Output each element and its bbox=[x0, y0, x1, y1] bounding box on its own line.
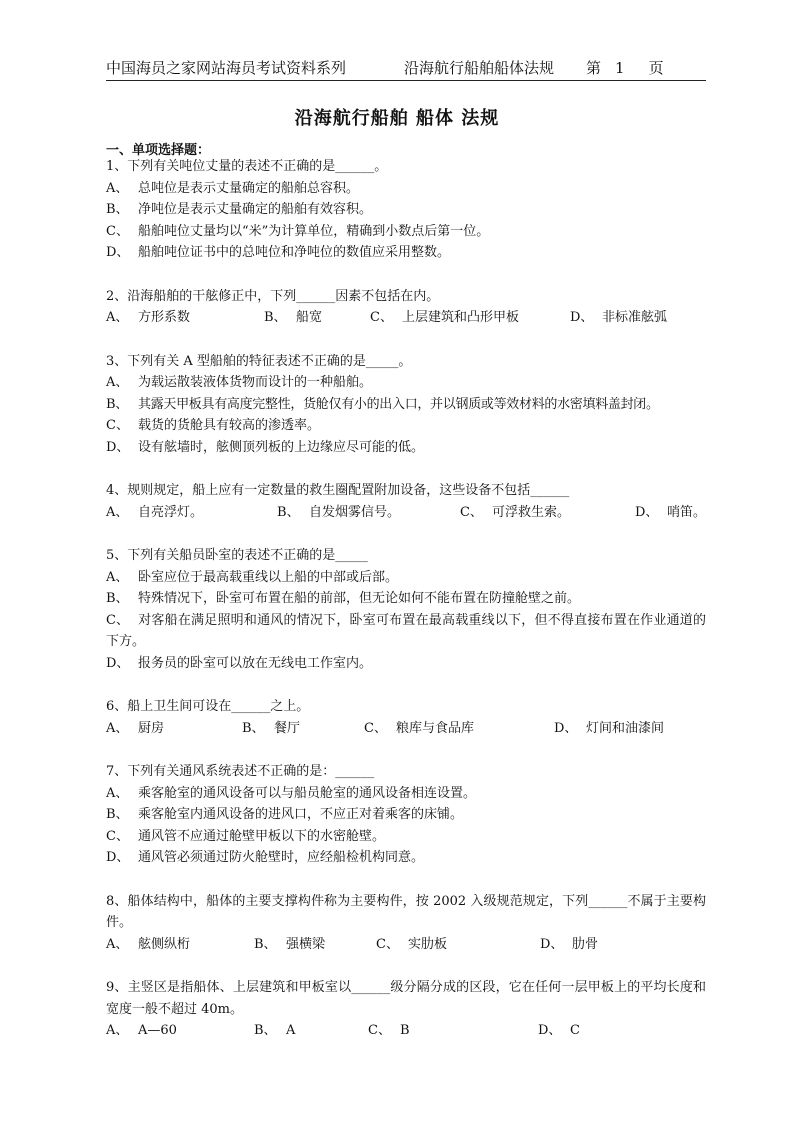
question-stem: 9、主竖区是指船体、上层建筑和甲板室以______级分隔分成的区段，它在任何一层甲板上的平均长度和宽度一般不超过 40m。 bbox=[106, 980, 706, 1017]
header-page-number: 1 bbox=[615, 59, 625, 77]
question-3 bbox=[106, 351, 706, 459]
header-document-title: 沿海航行船舶船体法规 bbox=[404, 59, 555, 77]
option-b: B、 强横梁 bbox=[254, 936, 326, 952]
header-series-title: 中国海员之家网站海员考试资料系列 bbox=[106, 59, 347, 77]
option-row bbox=[106, 502, 706, 524]
option-b: B、 A bbox=[254, 1023, 296, 1038]
question-8 bbox=[106, 891, 706, 956]
option-row bbox=[106, 1020, 706, 1042]
option-d: D、 报务员的卧室可以放在无线电工作室内。 bbox=[106, 655, 373, 671]
question-7 bbox=[106, 761, 706, 869]
option-c: C、 载货的货舱具有较高的渗透率。 bbox=[106, 418, 321, 433]
section-heading: 一、单项选择题： bbox=[106, 143, 211, 158]
question-9 bbox=[106, 977, 706, 1042]
option-a: A、 厨房 bbox=[106, 720, 165, 736]
question-stem: 4、规则规定，船上应有一定数量的救生圈配置附加设备，这些设备不包括______ bbox=[106, 483, 570, 498]
option-a: A、 自亮浮灯。 bbox=[106, 504, 204, 520]
option-row bbox=[106, 718, 706, 740]
option-a: A、 舷侧纵桁 bbox=[106, 936, 191, 952]
option-d: D、 非标准舷弧 bbox=[570, 310, 668, 325]
option-c: C、 实肋板 bbox=[376, 936, 448, 952]
question-stem: 8、船体结构中，船体的主要支撑构件称为主要构件，按 2002 入级规范规定，下列______不属于主要构件。 bbox=[106, 893, 706, 930]
option-b: B、 特殊情况下，卧室可布置在船的前部，但无论如何不能布置在防撞舱壁之前。 bbox=[106, 591, 581, 606]
question-stem: 7、下列有关通风系统表述不正确的是：______ bbox=[106, 764, 375, 779]
page-header bbox=[106, 56, 706, 81]
option-row bbox=[106, 934, 706, 956]
option-c: C、 可浮救生索。 bbox=[459, 504, 570, 520]
option-d: D、 肋骨 bbox=[540, 936, 599, 952]
option-d: D、 C bbox=[538, 1023, 580, 1038]
option-row bbox=[106, 307, 706, 329]
option-a: A、 方形系数 bbox=[106, 310, 191, 325]
option-a: A、 为载运散装液体货物而设计的一种船舶。 bbox=[106, 375, 373, 390]
question-1 bbox=[106, 156, 706, 264]
option-b: B、 其露天甲板具有高度完整性，货舱仅有小的出入口，并以钢质或等效材料的水密填料盖封闭。 bbox=[106, 396, 659, 412]
option-d: D、 设有舷墙时，舷侧顶列板的上边缘应尽可能的低。 bbox=[106, 439, 425, 455]
question-stem: 2、沿海船舶的干舷修正中，下列______因素不包括在内。 bbox=[106, 288, 440, 304]
option-a: A、 A—60 bbox=[106, 1023, 177, 1038]
option-c: C、 粮库与食品库 bbox=[364, 720, 475, 736]
header-page-prefix: 第 bbox=[586, 59, 602, 77]
option-d: D、 船舶吨位证书中的总吨位和净吨位的数值应采用整数。 bbox=[106, 245, 451, 260]
header-page-suffix: 页 bbox=[648, 59, 664, 77]
option-c: C、 通风管不应通过舱壁甲板以下的水密舱壁。 bbox=[106, 828, 386, 844]
question-stem: 5、下列有关船员卧室的表述不正确的是_____ bbox=[106, 548, 368, 563]
option-d: D、 灯间和油漆间 bbox=[554, 720, 665, 736]
option-c: C、 船舶吨位丈量均以“米”为计算单位，精确到小数点后第一位。 bbox=[106, 223, 490, 239]
question-stem: 1、下列有关吨位丈量的表述不正确的是______。 bbox=[106, 159, 388, 174]
question-4 bbox=[106, 480, 706, 523]
option-a: A、 乘客舱室的通风设备可以与船员舱室的通风设备相连设置。 bbox=[106, 785, 477, 801]
option-b: B、 船宽 bbox=[264, 310, 323, 325]
option-c: C、 B bbox=[368, 1023, 410, 1038]
question-6 bbox=[106, 696, 706, 739]
option-c: C、 上层建筑和凸形甲板 bbox=[370, 310, 520, 325]
question-stem: 3、下列有关 A 型船舶的特征表述不正确的是_____。 bbox=[106, 353, 412, 369]
question-stem: 6、船上卫生间可设在______之上。 bbox=[106, 699, 310, 714]
option-b: B、 乘客舱室内通风设备的进风口，不应正对着乘客的床铺。 bbox=[106, 807, 464, 822]
option-d: D、 通风管必须通过防火舱壁时，应经船检机构同意。 bbox=[106, 850, 425, 865]
option-b: B、 自发烟雾信号。 bbox=[277, 504, 401, 520]
option-a: A、 卧室应位于最高载重线以上船的中部或后部。 bbox=[106, 569, 399, 585]
option-b: B、 餐厅 bbox=[242, 720, 301, 736]
option-c: C、 对客船在满足照明和通风的情况下，卧室可布置在最高载重线以下，但不得直接布置在作业通道的下方。 bbox=[106, 612, 706, 649]
question-list bbox=[106, 156, 706, 1064]
option-d: D、 哨笛。 bbox=[634, 504, 706, 520]
question-5 bbox=[106, 545, 706, 674]
header-page-indicator bbox=[586, 56, 664, 80]
question-2 bbox=[106, 286, 706, 329]
document-title: 沿海航行船舶 船体 法规 bbox=[294, 108, 500, 129]
option-b: B、 净吨位是表示丈量确定的船舶有效容积。 bbox=[106, 202, 373, 217]
option-a: A、 总吨位是表示丈量确定的船舶总容积。 bbox=[106, 180, 360, 196]
